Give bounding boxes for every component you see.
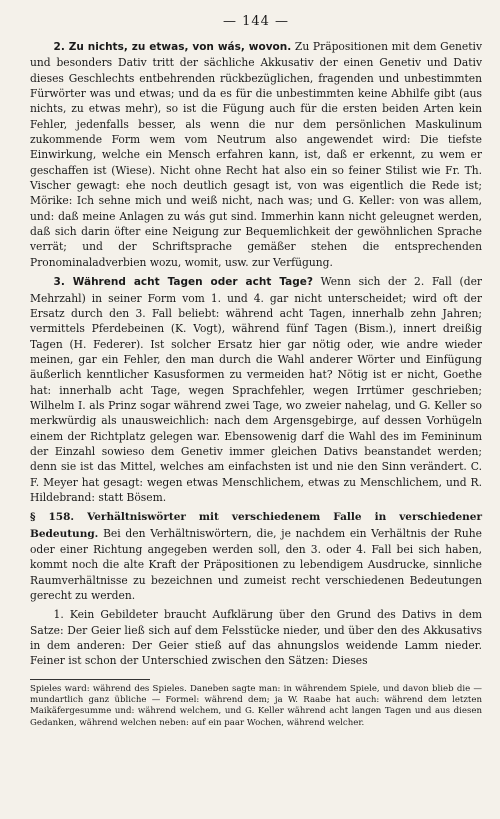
footnote-divider (30, 679, 150, 680)
paragraph-2-zu-nichts (30, 39, 482, 270)
paragraph-heading: 2. Zu nichts, zu etwas, von wás, wovon. (53, 41, 292, 53)
section-158 (30, 509, 482, 603)
paragraph-body: Zu Präpositionen mit dem Genetiv und besonders Dativ tritt der sächliche Akkusativ der einen Genetiv und Dativ dieses Geschlechts entbehrenden rückbezüglichen, fragenden und unbestimmten Fürwörter was und etwas; und da es für die unbestimmten keine Abhilfe gibt (aus nichts, zu etwas mehr), so ist die Fügung auch für die ersten beiden Arten kein Fehler, jedenfalls besser, als wenn die nur dem persönlichen Maskulinum zukommende Form wem vom Neutrum also angewendet wird: Die tiefste Einwirkung, welche ein Mensch erfahren kann, ist, daß er erkennt, zu wem er geschaffen ist (Wiese). Nicht ohne Recht hat also ein so feiner Stilist wie Fr. Th. Vischer gewagt: ehe noch deutlich gesagt ist, von was eigentlich die Rede ist; Mörike: Ich sehne mich und weiß nicht, nach was; und G. Keller: von was allem, und: daß meine Anlagen zu wás gut sind. Immerhin kann nicht geleugnet werden, daß sich darin öfter eine Neigung zur Bequemlichkeit der gewöhnlichen Sprache verrät; und der Schriftsprache gemäßer stehen die entsprechenden Pronominaladverbien wozu, womit, usw. zur Verfügung. (30, 40, 482, 269)
paragraph-heading: 3. Während acht Tagen oder acht Tage? (53, 276, 313, 289)
paragraph-body: Wenn sich der 2. Fall (der Mehrzahl) in seiner Form vom 1. und 4. gar nicht unterscheidet; wird oft der Ersatz durch den 3. Fall beliebt: während acht Tagen, innerhalb zehn Jahren; vermittels Pferdebeinen (K. Vogt), während fünf Tagen (Bism.), innert dreißig Tagen (H. Federer). Ist solcher Ersatz hier gar nötig oder, wie andre wieder meinen, gar ein Fehler, den man durch die Wahl anderer Wörter und Einfügung äußerlich kenntlicher Kasusformen zu vermeiden hat? Nötig ist er nicht, Goethe hat: innerhalb acht Tage, wegen Sprachfehler, wegen Irrtümer geschrieben; Wilhelm I. als Prinz sogar während zwei Tage, wo zweier nahelag, und G. Keller so merkwürdig als unausweichlich: nach dem Argensgebirge, auf dessen Vorhügeln einem der Richtplatz gelegen war. Ebensowenig darf die Wahl des im Femininum der Einzahl sowieso dem Genetiv immer gleichen Dativs beanstandet werden; denn sie ist das Mittel, welches am einfachsten ist und nie den Sinn verändert. C. F. Meyer hat gesagt: wegen etwas Menschlichem, etwas zu Menschlichem, und R. Hildebrand: statt Bösem. (30, 275, 482, 504)
page-number: — 144 — (222, 14, 290, 29)
section-body: Bei den Verhältniswörtern, die, je nachdem ein Verhältnis der Ruhe oder einer Richtung angegeben werden soll, den 3. oder 4. Fall bei sich haben, kommt noch die alte Kraft der Präpositionen zu lebendigem Ausdrucke, sinnliche Raumverhältnisse zu bezeichnen und zumeist recht verschiedenen Bedeutungen gerecht zu werden. (30, 526, 482, 603)
footnote: Spieles ward: während des Spieles. Daneben sagte man: in währendem Spiele, und davon blieb die — mundartlich ganz übliche — Formel: während dem; ja W. Raabe hat auch: während dem letzten Maikäfergesumme und: während welchem, und G. Keller während acht langen Tagen und aus diesen Gedanken, während welchen neben: auf ein paar Wochen, während welcher. (30, 683, 482, 728)
paragraph-3-waehrend (30, 274, 482, 505)
paragraph-body: 1. Kein Gebildeter braucht Aufklärung über den Grund des Dativs in dem Satze: Der Geier ließ sich auf dem Felsstücke nieder, und über den des Akkusativs in dem anderen: Der Geier stieß auf das ahnungslos weidende Lamm nieder. Feiner ist schon der Unterschied zwischen den Sätzen: Dieses (30, 608, 482, 668)
paragraph-158-1 (30, 607, 482, 668)
section-heading: § 158. Verhältniswörter mit verschiedenem Falle in verschiedener Bedeutung. (30, 511, 482, 540)
